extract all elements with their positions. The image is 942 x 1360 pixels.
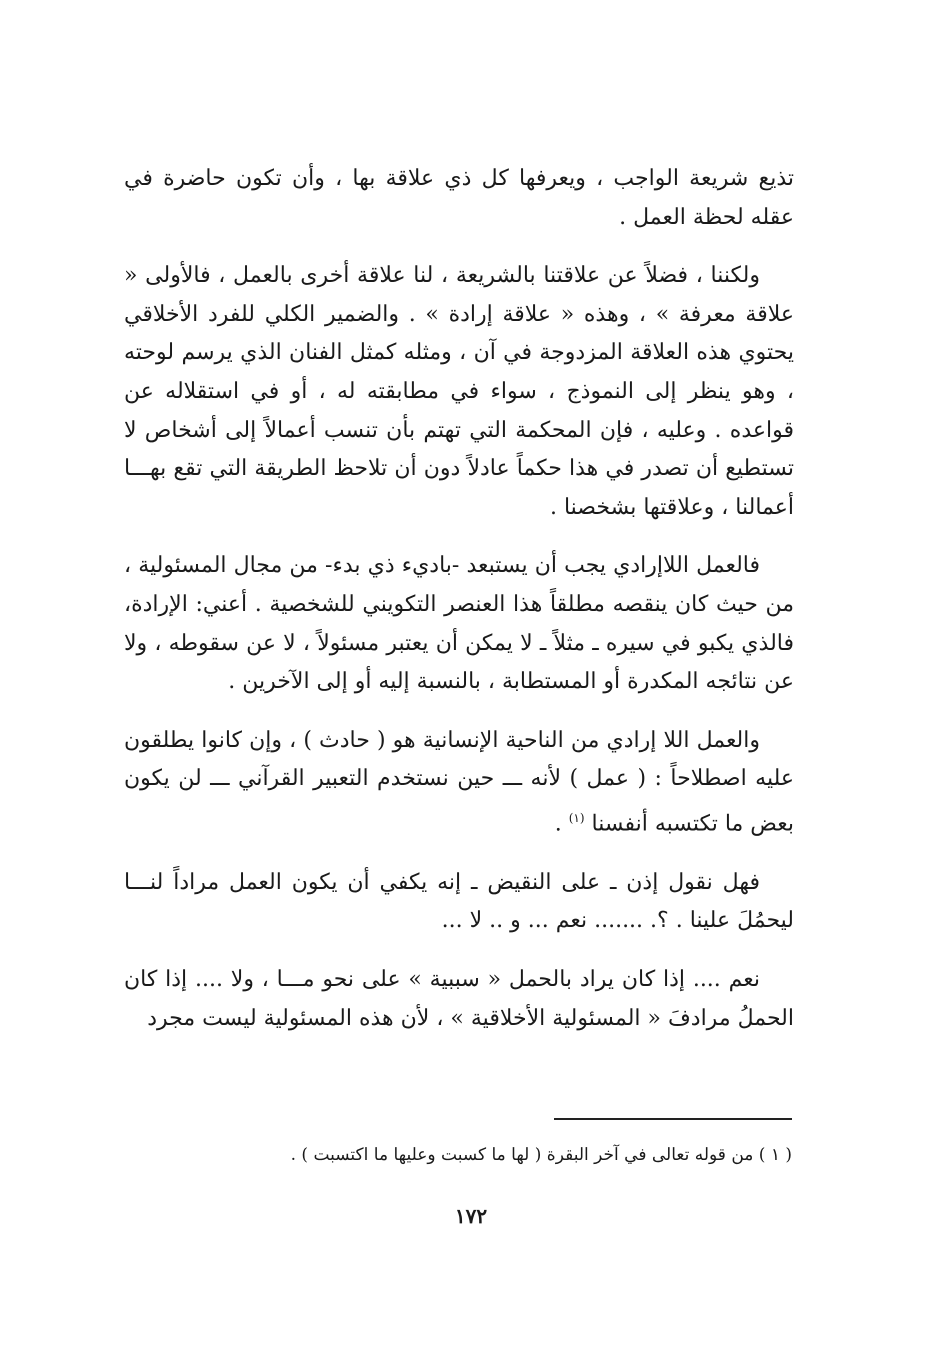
body-text [124,160,794,1058]
page-number: ١٧٢ [454,1204,488,1228]
paragraph-4-end: . [554,811,569,837]
paragraph-2: ولكننا ، فضلاً عن علاقتنا بالشريعة ، لنا علاقة أخرى بالعمل ، فالأولى « علاقة معرفة » ، وهذه « علاقة إرادة » . والضمير الكلي للفرد الأخلاقي يحتوي هذه العلاقة المزدوجة في آن ، ومثله كمثل الفنان الذي يرسم لوحته ، وهو ينظر إلى النموذج ، سواء في مطابقته له ، أو في استقلاله عن قواعده . وعليه ، فإن المحكمة التي تهتم بأن تنسب أعمالاً إلى أشخاص لا تستطيع أن تصدر في هذا حكماً عادلاً دون أن تلاحظ الطريقة التي تقع بهـــا أعمالنا ، وعلاقتها بشخصنا . [124,263,794,520]
footnote-divider [554,1118,792,1120]
paragraph-4-text: والعمل اللا إرادي من الناحية الإنسانية هو ( حادث ) ، وإن كانوا يطلقون عليه اصطلاحاً : ( عمل ) لأنه ـــ حين نستخدم التعبير القرآني ـــ لن يكون بعض ما تكتسبه أنفسنا [124,727,794,837]
footnote-reference: (١) [568,810,585,825]
paragraph-3: فالعمل اللاإرادي يجب أن يستبعد -باديء ذي بدء- من مجال المسئولية ، من حيث كان ينقصه مطلقاً هذا العنصر التكويني للشخصية . أعني: الإرادة، فالذي يكبو في سيره ـ مثلاً ـ لا يمكن أن يعتبر مسئولاً ، لا عن سقوطه ، ولا عن نتائجه المكدرة أو المستطابة ، بالنسبة إليه أو إلى الآخرين . [124,553,794,695]
paragraph-4 [124,722,794,844]
paragraph-6: نعم .... إذا كان يراد بالحمل « سببية » على نحو مـــا ، ولا .... إذا كان الحملُ مرادفَ « المسئولية الأخلاقية » ، لأن هذه المسئولية ليست مجرد [124,967,794,1031]
footnote: ( ١ ) من قوله تعالى في آخر البقرة ( لها ما كسبت وعليها ما اكتسبت ) . [290,1145,792,1165]
paragraph-5: فهل نقول إذن ـ على النقيض ـ إنه يكفي أن يكون العمل مراداً لنـــا ليحمُلَ علينا . ؟. ....... نعم ... و .. لا ... [124,869,794,934]
paragraph-1: تذيع شريعة الواجب ، ويعرفها كل ذي علاقة بها ، وأن تكون حاضرة في عقله لحظة العمل . [124,166,794,230]
